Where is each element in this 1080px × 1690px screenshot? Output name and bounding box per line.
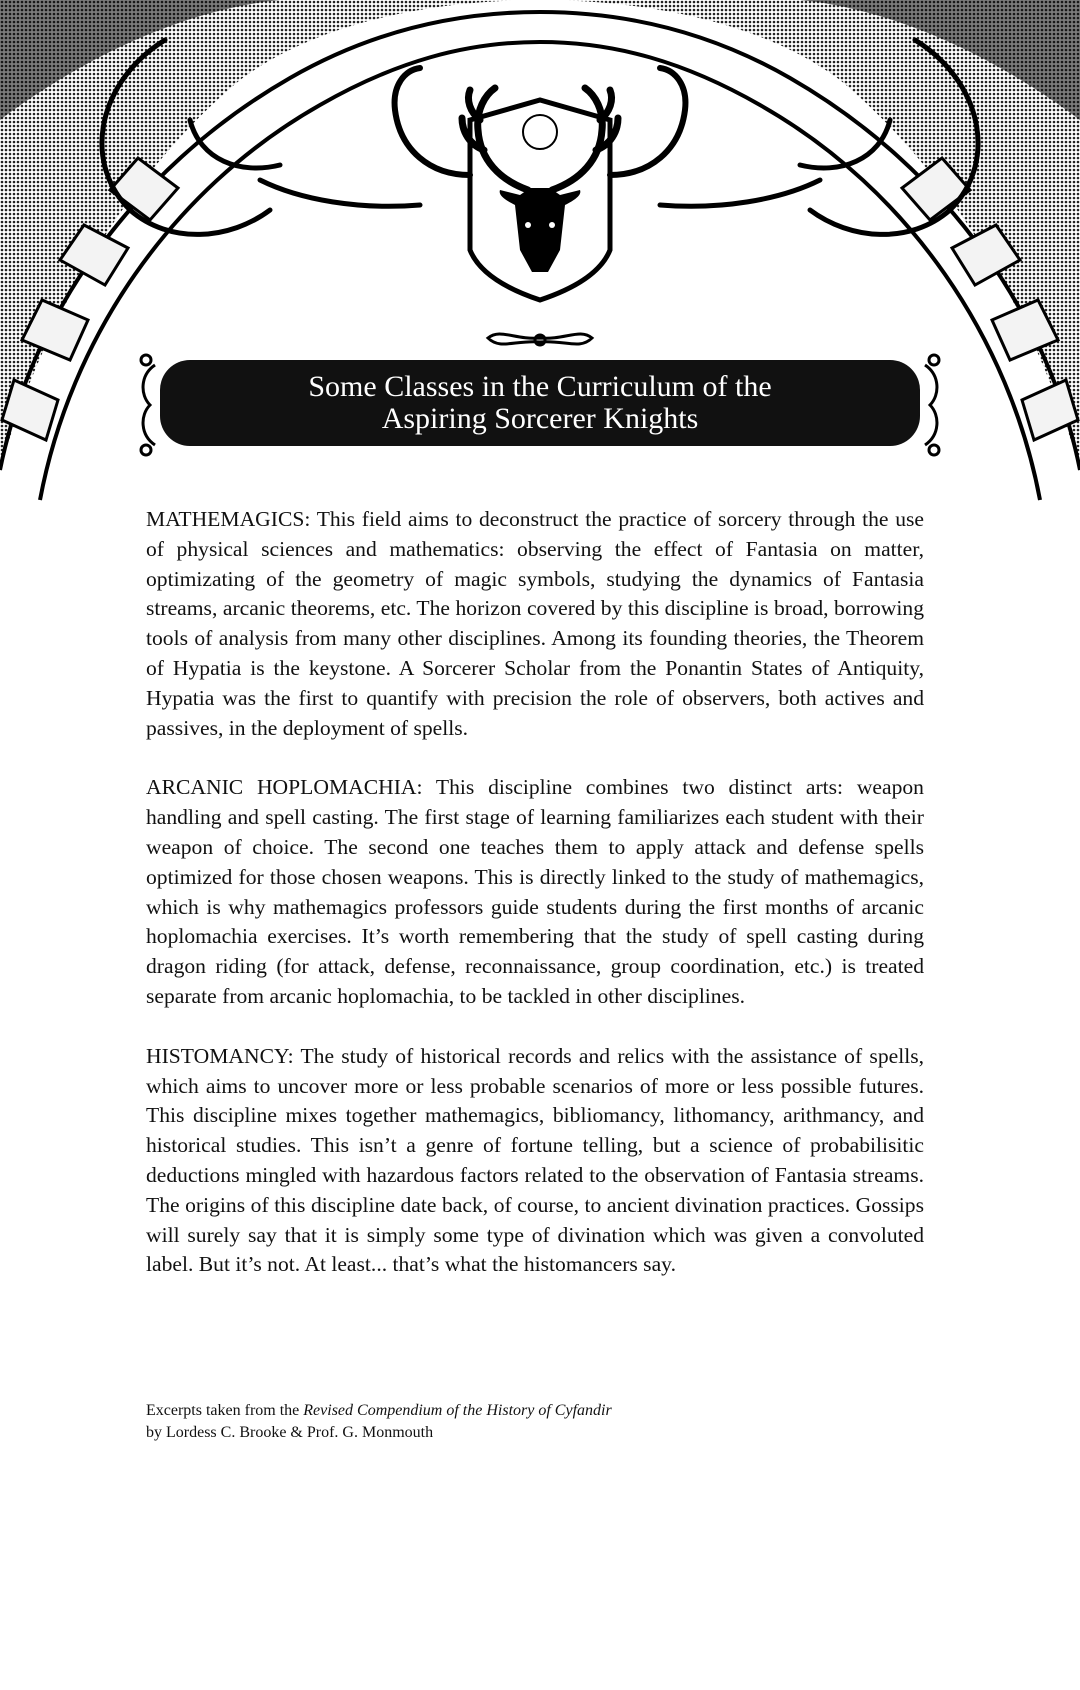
section-heading: MATHEMAGICS:: [146, 507, 317, 531]
banner-title-line-2: Aspiring Sorcerer Knights: [381, 402, 699, 435]
section-histomancy: [146, 1042, 924, 1280]
section-text: The study of historical records and relics with the assistance of spells, which aims to uncover more or less probable scenarios of more or less possible futures. This discipline mixes together mathemagics, bibliomancy, lithomancy, arithmancy, and historical studies. This isn’t a genre of fortune telling, but a science of probabilisitic deductions mingled with hazardous factors related to the observation of Fantasia streams. The origins of this discipline date back, of course, to ancient divination practices. Gossips will surely say that it is simply some type of divination which was given a convoluted label. But it’s not. At least... that’s what the histomancers say.: [146, 1043, 924, 1277]
caption-line-1: [146, 1400, 924, 1422]
banner-title-line-1: Some Classes in the Curriculum of the: [308, 370, 772, 403]
section-arcanic-hoplomachia: [146, 773, 924, 1011]
section-heading: ARCANIC HOPLOMACHIA:: [146, 775, 436, 800]
caption-line-2: by Lordess C. Brooke & Prof. G. Monmouth: [146, 1424, 434, 1441]
caption-book-title: Revised Compendium of the History of Cyfandir: [303, 1402, 612, 1419]
caption-prefix: Excerpts taken from the: [146, 1402, 304, 1419]
article-body: [146, 505, 924, 1310]
section-mathemagics: [146, 505, 924, 743]
section-text: This field aims to deconstruct the practice of sorcery through the use of physical sciences and mathematics: observing the effect of Fantasia on matter, optimizating of the geometry of magic symbols, studying the dynamics of Fantasia streams, arcanic theorems, etc. The horizon covered by this discipline is broad, borrowing tools of analysis from many other disciplines. Among its founding theories, the Theorem of Hypatia is the keystone. A Sorcerer Scholar from the Ponantin States of Antiquity, Hypatia was the first to quantify with precision the role of observers, both actives and passives, in the deployment of spells.: [146, 507, 924, 740]
banner-title: [160, 360, 920, 446]
section-text: This discipline combines two distinct arts: weapon handling and spell casting. The first stage of learning familiarizes each student with their weapon of choice. The second one teaches them to apply attack and defense spells optimized for those chosen weapons. This is directly linked to the study of mathemagics, which is why mathemagics professors guide students during the first months of arcanic hoplomachia exercises. It’s worth remembering that the study of spell casting during dragon riding (for attack, defense, reconnaissance, group coordination, etc.) is treated separate from arcanic hoplomachia, to be tackled in other disciplines.: [146, 775, 924, 1008]
section-heading: HISTOMANCY:: [146, 1043, 301, 1068]
source-caption: [146, 1400, 924, 1444]
